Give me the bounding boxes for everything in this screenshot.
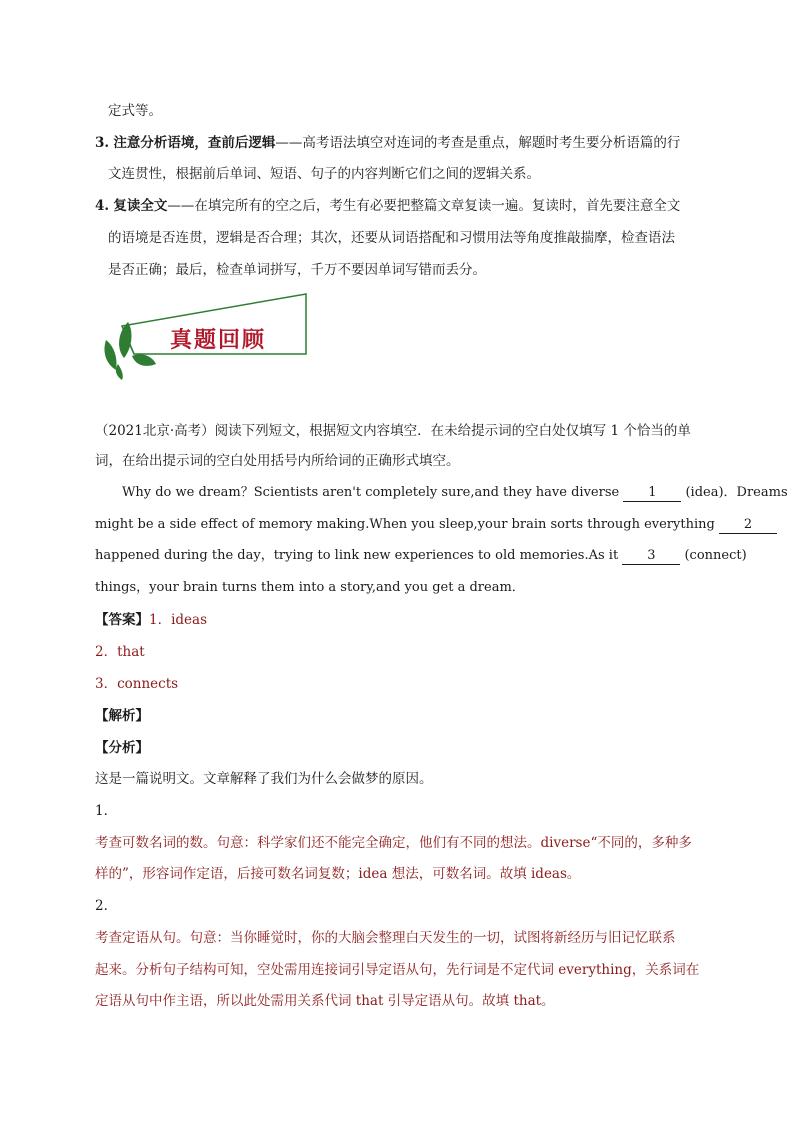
blank-3: 3	[622, 548, 680, 565]
explanation-2-line-2: 起来。分析句子结构可知，空处需用连接词引导定语从句，先行词是不定代词 everything，关系词在	[95, 962, 700, 978]
tip-4-heading: 复读全文	[113, 198, 168, 214]
passage-line-3	[95, 546, 747, 566]
leaf-decoration-icon	[98, 318, 158, 380]
passage-line-1	[122, 483, 788, 503]
explanation-2-line-1: 考查定语从句。句意：当你睡觉时，你的大脑会整理白天发生的一切，试图将新经历与旧记忆联系	[95, 930, 676, 946]
tip-item-3	[95, 133, 680, 153]
answer-2: 2．that	[95, 644, 145, 660]
tip-item-4	[95, 196, 680, 216]
tip-4-text: ——在填完所有的空之后，考生有必要把整篇文章复读一遍。复读时，首先要注意全文	[167, 198, 681, 214]
question-intro-1: （2021北京·高考）阅读下列短文，根据短文内容填空．在未给提示词的空白处仅填写 1 个恰当的单	[95, 423, 691, 439]
blank-1: 1	[623, 485, 681, 502]
question-intro-2: 词，在给出提示词的空白处用括号内所给词的正确形式填空。	[95, 453, 460, 469]
explanation-1-line-1: 考查可数名词的数。句意：科学家们还不能完全确定，他们有不同的想法。diverse“不同的，多种多	[95, 835, 692, 851]
passage-line-4: things，your brain turns them into a story,and you get a dream．	[95, 580, 525, 595]
analysis-summary: 这是一篇说明文。文章解释了我们为什么会做梦的原因。	[95, 771, 433, 787]
explanation-1-number: 1．	[95, 803, 118, 819]
tip-3-text: ——高考语法填空对连词的考查是重点，解题时考生要分析语篇的行	[275, 135, 681, 151]
passage-text: happened during the day，trying to link new experiences to old memories.As it	[95, 548, 619, 563]
tip-4-number: 4.	[95, 198, 110, 214]
passage-text: might be a side effect of memory making.When you sleep,your brain sorts through everything	[95, 517, 715, 532]
answer-label: 【答案】	[95, 612, 149, 628]
banner-title: 真题回顾	[170, 327, 267, 353]
answer-1: 1．ideas	[149, 612, 208, 628]
explanation-2-number: 2．	[95, 898, 118, 914]
analysis-label: 【解析】	[95, 708, 149, 724]
blank-2: 2	[719, 517, 777, 534]
passage-text: (idea)．Dreams	[685, 485, 788, 500]
explanation-1-line-2: 样的”，形容词作定语，后接可数名词复数；idea 想法，可数名词。故填 ideas。	[95, 866, 581, 882]
tip-continuation: 定式等。	[108, 103, 162, 119]
passage-line-2	[95, 515, 777, 535]
tip-4-line-2: 的语境是否连贯，逻辑是否合理；其次，还要从词语搭配和习惯用法等角度推敲揣摩，检查语法	[108, 230, 675, 246]
passage-text: Why do we dream？Scientists aren't completely sure,and they have diverse	[122, 485, 620, 500]
tip-4-line-3: 是否正确；最后，检查单词拼写，千万不要因单词写错而丢分。	[108, 262, 486, 278]
tip-3-heading: 注意分析语境，查前后逻辑	[113, 135, 276, 151]
answer-3: 3．connects	[95, 676, 179, 692]
tip-3-number: 3.	[95, 135, 110, 151]
analysis-sub-label: 【分析】	[95, 740, 149, 756]
explanation-2-line-3: 定语从句中作主语，所以此处需用关系代词 that 引导定语从句。故填 that。	[95, 993, 555, 1009]
passage-text: (connect)	[684, 548, 747, 563]
tip-3-line-2: 文连贯性，根据前后单词、短语、句子的内容判断它们之间的逻辑关系。	[108, 166, 540, 182]
answer-line-1	[95, 610, 207, 630]
